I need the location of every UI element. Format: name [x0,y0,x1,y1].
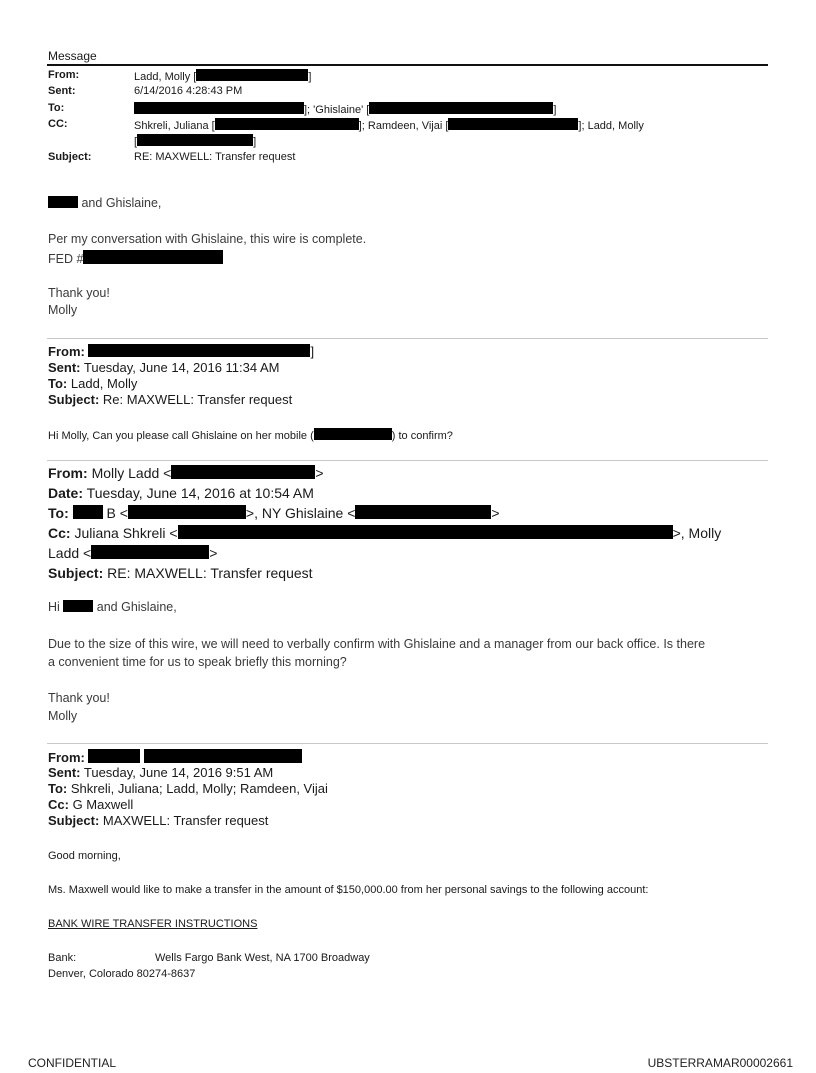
subject-value: RE: MAXWELL: Transfer request [134,151,296,163]
msg4-from: From: [48,749,302,765]
redaction [88,344,310,357]
message-title: Message [48,49,97,63]
header-rule [47,64,768,66]
redaction [88,749,140,763]
wire-instructions-heading: BANK WIRE TRANSFER INSTRUCTIONS [48,918,258,930]
msg1-greeting: and Ghislaine, [48,196,161,210]
msg1-fed: FED # [48,250,223,266]
cc-value-cont: [ ] [134,136,257,148]
redaction [448,118,578,130]
from-value: Ladd, Molly [ ] [134,71,312,83]
divider [47,460,768,461]
msg3-to: To: B < >, NY Ghislaine < > [48,505,500,521]
bank-value: Wells Fargo Bank West, NA 1700 Broadway [155,952,370,964]
msg3-subject: Subject: RE: MAXWELL: Transfer request [48,565,313,581]
msg1-thanks: Thank you! [48,286,110,300]
to-value: ]; 'Ghislaine' [ ] [134,102,556,116]
footer-confidential: CONFIDENTIAL [28,1056,117,1070]
bank-label: Bank: [48,952,77,964]
msg4-sent: Sent: Tuesday, June 14, 2016 9:51 AM [48,765,274,780]
redaction [83,250,223,264]
msg4-greeting: Good morning, [48,850,121,862]
msg2-to: To: Ladd, Molly [48,376,138,391]
cc-label: CC: [48,118,68,130]
msg2-subject: Subject: Re: MAXWELL: Transfer request [48,392,293,407]
redaction [171,465,315,479]
redaction [128,505,246,519]
msg3-paragraph-line2: a convenient time for us to speak briefly this morning? [48,655,347,669]
redaction [369,102,553,114]
msg3-paragraph-line1: Due to the size of this wire, we will need to verbally confirm with Ghislaine and a manager from our back office. Is there [48,637,706,651]
msg3-cc-cont: Ladd < > [48,545,218,561]
from-label: From: [48,69,80,81]
redaction [314,428,392,440]
msg4-to: To: Shkreli, Juliana; Ladd, Molly; Ramdeen, Vijai [48,781,328,796]
msg1-signature: Molly [48,303,78,317]
redaction [73,505,103,519]
msg3-date: Date: Tuesday, June 14, 2016 at 10:54 AM [48,485,314,501]
msg4-paragraph: Ms. Maxwell would like to make a transfer in the amount of $150,000.00 from her personal savings to the following account: [48,884,649,896]
msg3-signature: Molly [48,709,78,723]
sent-label: Sent: [48,85,76,97]
to-label: To: [48,102,65,114]
redaction [355,505,491,519]
sent-value: 6/14/2016 4:28:43 PM [134,85,243,97]
divider [47,743,768,744]
msg1-line1: Per my conversation with Ghislaine, this wire is complete. [48,232,367,246]
redaction [137,134,253,146]
redaction [144,749,302,763]
divider [47,338,768,339]
redaction [178,525,673,539]
msg3-from: From: Molly Ladd < > [48,465,324,481]
redaction [63,600,93,612]
msg2-from: From: ] [48,344,315,359]
msg4-cc: Cc: G Maxwell [48,797,134,812]
msg3-cc: Cc: Juliana Shkreli < >, Molly [48,525,722,541]
bank-city: Denver, Colorado 80274-8637 [48,968,196,980]
msg2-sent: Sent: Tuesday, June 14, 2016 11:34 AM [48,360,280,375]
msg3-thanks: Thank you! [48,691,110,705]
msg2-body: Hi Molly, Can you please call Ghislaine on her mobile ( ) to confirm? [48,430,453,442]
footer-bates-number: UBSTERRAMAR00002661 [647,1056,793,1070]
redaction [91,545,209,559]
redaction [196,69,308,81]
msg3-greeting: Hi and Ghislaine, [48,600,177,614]
msg4-subject: Subject: MAXWELL: Transfer request [48,813,269,828]
redaction [215,118,359,130]
redaction [48,196,78,208]
cc-value: Shkreli, Juliana [ ]; Ramdeen, Vijai [ ]; Ladd, Molly [134,120,644,132]
subject-label: Subject: [48,151,92,163]
redaction [134,102,304,114]
